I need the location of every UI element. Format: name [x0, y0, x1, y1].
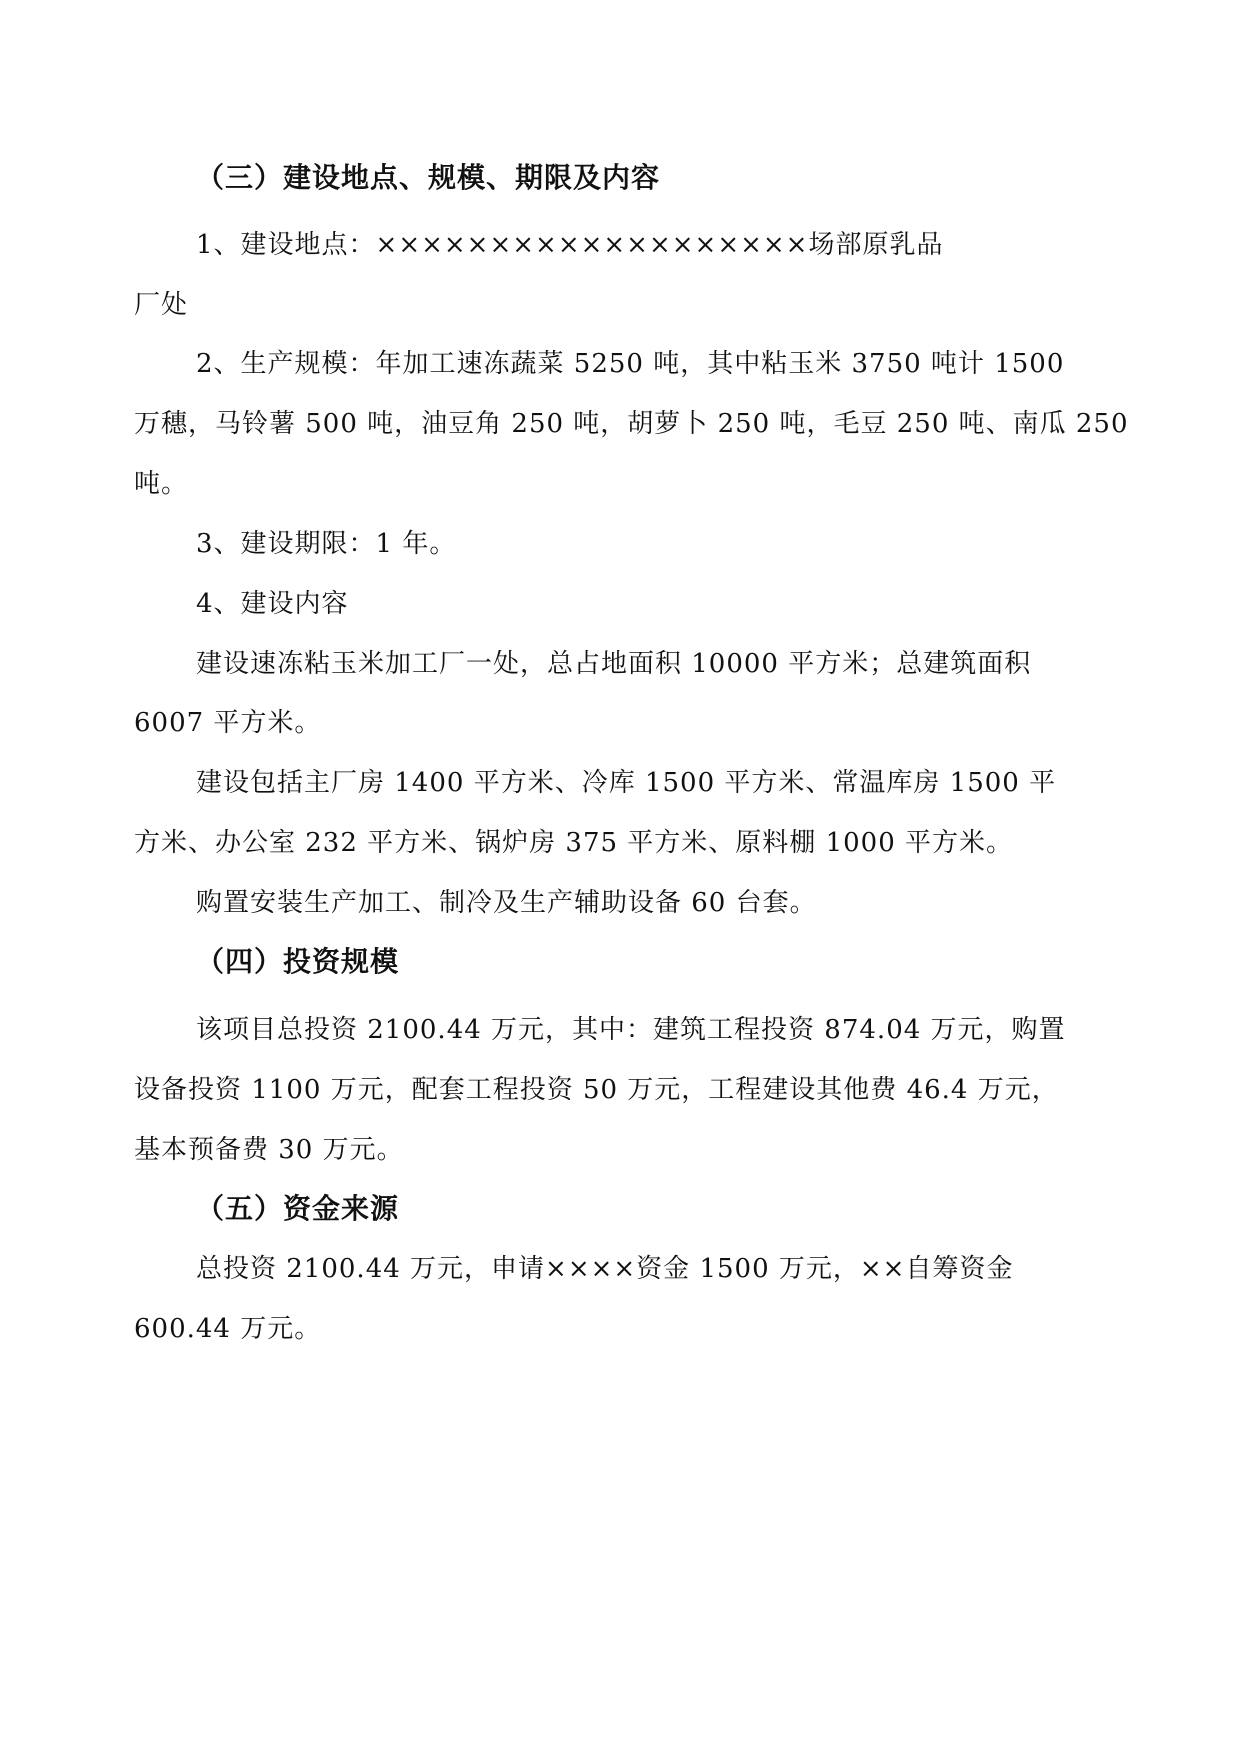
investment-paragraph-line-3: 基本预备费 30 万元。: [134, 1135, 404, 1165]
item-1-line-1: 1、建设地点：×××××××××××××××××××场部原乳品: [196, 230, 944, 260]
item-4-line: 4、建设内容: [196, 589, 349, 619]
investment-paragraph-line-1: 该项目总投资 2100.44 万元，其中：建筑工程投资 874.04 万元，购置: [196, 1015, 1066, 1045]
item-1-line-2: 厂处: [134, 290, 189, 320]
item-2-line-2: 万穗，马铃薯 500 吨，油豆角 250 吨，胡萝卜 250 吨，毛豆 250 吨、南瓜 250: [134, 409, 1129, 439]
funding-paragraph-line-2: 600.44 万元。: [134, 1314, 322, 1344]
item-2-line-3: 吨。: [134, 469, 189, 499]
item-2-line-1: 2、生产规模：年加工速冻蔬菜 5250 吨，其中粘玉米 3750 吨计 1500: [196, 349, 1065, 379]
section-3-heading: （三）建设地点、规模、期限及内容: [196, 161, 661, 194]
content-paragraph-2-line-2: 方米、办公室 232 平方米、锅炉房 375 平方米、原料棚 1000 平方米。: [134, 828, 1014, 858]
content-paragraph-2-line-1: 建设包括主厂房 1400 平方米、冷库 1500 平方米、常温库房 1500 平: [196, 768, 1057, 798]
investment-paragraph-line-2: 设备投资 1100 万元，配套工程投资 50 万元，工程建设其他费 46.4 万元，: [134, 1075, 1059, 1105]
item-3-line: 3、建设期限：1 年。: [196, 529, 457, 559]
funding-paragraph-line-1: 总投资 2100.44 万元，申请××××资金 1500 万元，××自筹资金: [196, 1254, 1014, 1284]
section-5-heading: （五）资金来源: [196, 1192, 400, 1225]
content-paragraph-1-line-1: 建设速冻粘玉米加工厂一处，总占地面积 10000 平方米；总建筑面积: [196, 649, 1032, 679]
content-paragraph-1-line-2: 6007 平方米。: [134, 708, 322, 738]
section-4-heading: （四）投资规模: [196, 945, 400, 978]
content-paragraph-3-line: 购置安装生产加工、制冷及生产辅助设备 60 台套。: [196, 888, 817, 918]
